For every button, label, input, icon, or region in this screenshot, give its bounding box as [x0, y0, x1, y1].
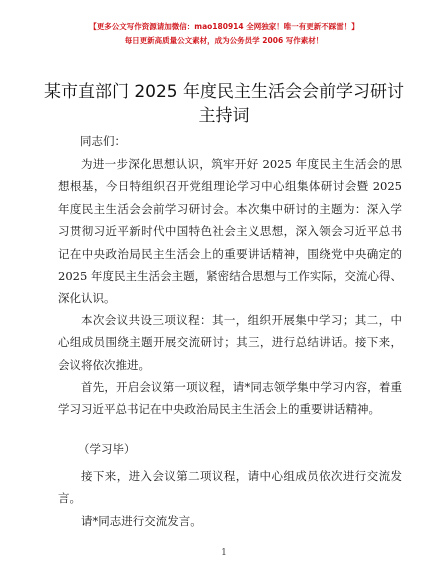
- document-title: [40, 80, 408, 128]
- page-number: 1: [221, 548, 227, 558]
- promo-line-1: 【更多公文写作资源请加微信：mao180914 全网独家！唯一有更新不踩雷！】: [89, 22, 359, 31]
- paragraph-speaker: 请*同志进行交流发言。: [81, 514, 202, 528]
- paragraph-agenda: 本次会议共设三项议程：其一，组织开展集中学习；其二，中心组成员围绕主题开展交流研讨；其三，进行总结讲话。接下来，会议将依次推进。: [58, 313, 402, 372]
- title-line-1: 某市直部门 2025 年度民主生活会会前学习研讨: [43, 82, 405, 102]
- promo-line-2: 每日更新高质量公文素材，成为公务员学 2006 写作素材！: [124, 36, 324, 45]
- paragraph-intro: 为进一步深化思想认识，筑牢开好 2025 年度民主生活会的思想根基，今日特组织召开党组理论学习中心组集体研讨会暨 2025 年度民主生活会会前学习研讨会。本次集中研讨的主题为：深入学习贯彻习近平新时代中国特色社会主义思想，深入领会习近平总书记在中央政治局民主生活会上的重要讲话精神，围绕党中央确定的 2025 年度民主生活会主题，紧密结合思想与工作实际，交流心得、深化认识。: [58, 157, 402, 306]
- greeting: 同志们：: [80, 134, 126, 148]
- title-line-2: 主持词: [198, 106, 250, 126]
- study-note: （学习毕）: [78, 442, 136, 456]
- promo-banner: [0, 20, 448, 48]
- paragraph-first-item: 首先，开启会议第一项议程，请*同志领学集中学习内容，着重学习习近平总书记在中央政治局民主生活会上的重要讲话精神。: [58, 380, 402, 417]
- paragraph-second-item: 接下来，进入会议第二项议程，请中心组成员依次进行交流发言。: [58, 469, 402, 506]
